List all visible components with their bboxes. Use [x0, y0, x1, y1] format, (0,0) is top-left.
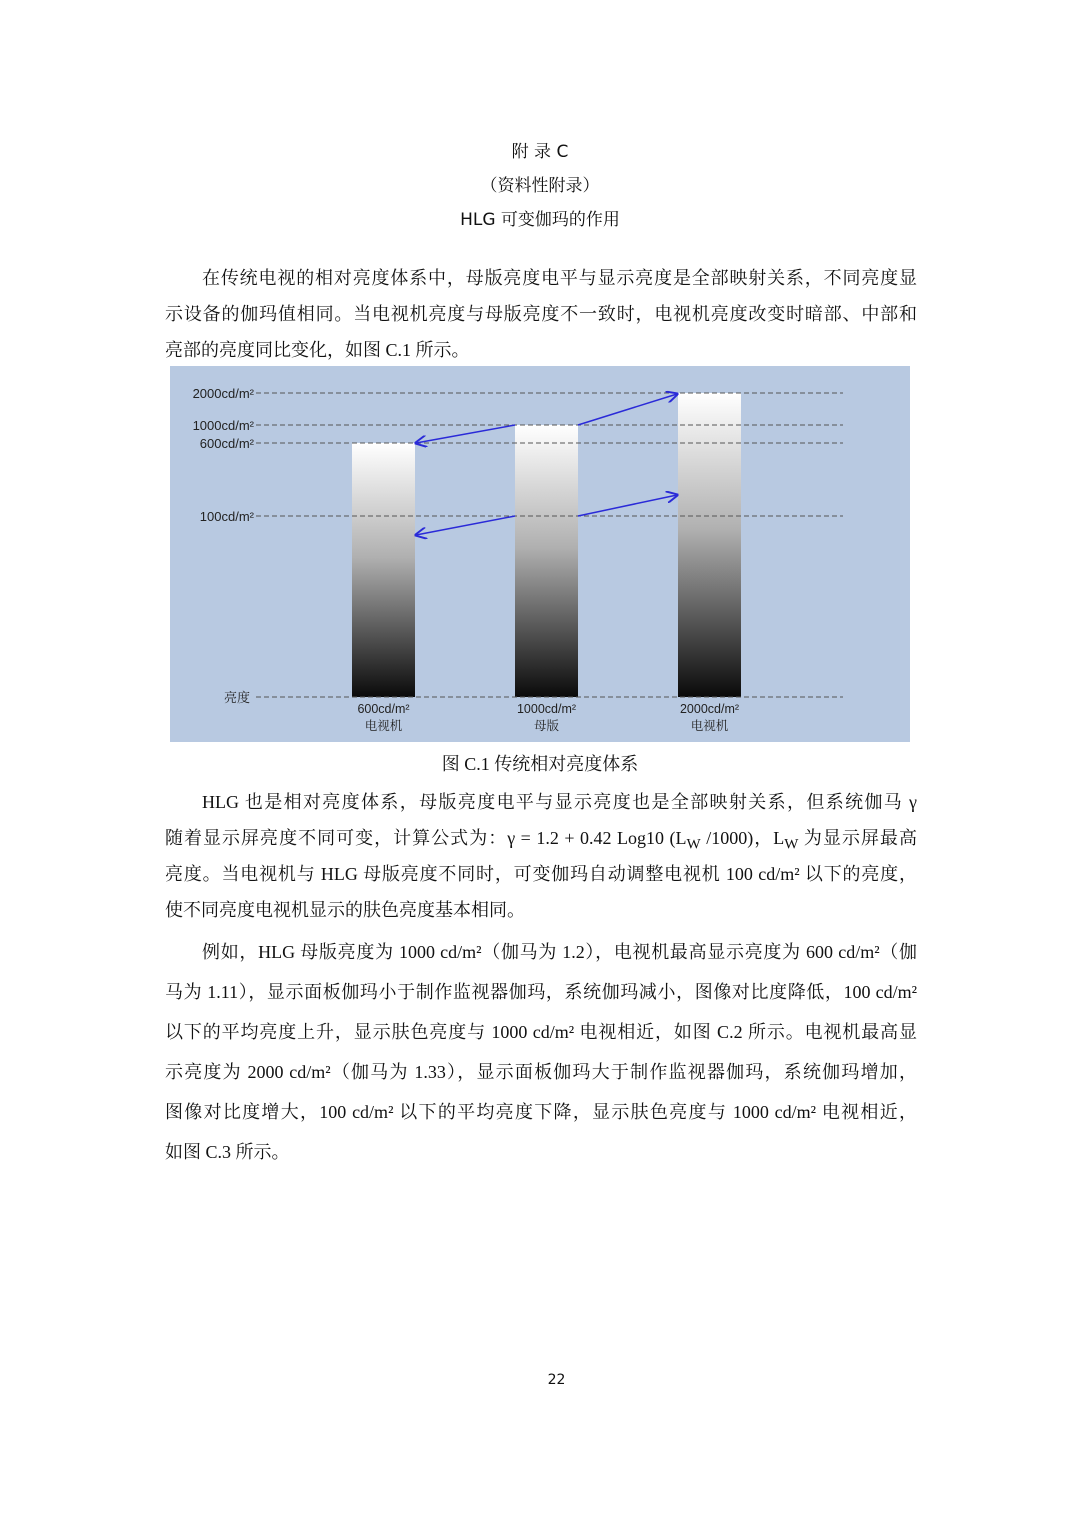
- bar-sublabel: 电视机: [690, 719, 729, 733]
- level-label: 2000cd/m²: [192, 386, 254, 401]
- bar-label: 1000cd/m²: [516, 702, 577, 716]
- brightness-chart: [170, 366, 910, 742]
- figure-c1: [170, 366, 910, 742]
- level-label: 1000cd/m²: [192, 418, 254, 433]
- appendix-type: （资料性附录）: [480, 176, 600, 196]
- text-line: [165, 820, 917, 856]
- text-line: 在传统电视的相对亮度体系中，母版亮度电平与显示亮度是全部映射关系，不同亮度显: [202, 268, 917, 288]
- bar-sublabel: 电视机: [364, 719, 403, 733]
- figure-caption: 图 C.1 传统相对亮度体系: [441, 754, 639, 774]
- level-label: 600cd/m²: [199, 436, 254, 451]
- formula-text: 为显示屏最高: [798, 828, 917, 848]
- paragraph-3: [165, 932, 917, 1172]
- appendix-title: HLG 可变伽玛的作用: [460, 210, 620, 230]
- text-line: 图像对比度增大，100 cd/m² 以下的平均亮度下降，显示肤色亮度与 1000 cd/m² 电视相近，: [165, 1102, 917, 1122]
- mapping-arrow: [416, 516, 515, 535]
- mapping-arrow: [578, 495, 677, 516]
- text-line: 如图 C.3 所示。: [165, 1142, 290, 1162]
- axis-label: 亮度: [223, 690, 250, 705]
- level-label: 100cd/m²: [199, 509, 254, 524]
- text-line: 马为 1.11），显示面板伽玛小于制作监视器伽玛，系统伽玛减小，图像对比度降低，100 cd/m²: [165, 982, 917, 1002]
- paragraph-2: [165, 784, 917, 928]
- text-line: HLG 也是相对亮度体系，母版亮度电平与显示亮度也是全部映射关系，但系统伽马 γ: [202, 792, 917, 812]
- formula-text: /1000)，L: [700, 828, 785, 848]
- mapping-arrow: [416, 425, 515, 443]
- bar: [352, 443, 415, 697]
- bar-label: 2000cd/m²: [679, 702, 740, 716]
- text-line: 例如，HLG 母版亮度为 1000 cd/m²（伽马为 1.2），电视机最高显示亮度为 600 cd/m²（伽: [202, 942, 917, 962]
- text-line: 亮度。当电视机与 HLG 母版亮度不同时，可变伽玛自动调整电视机 100 cd/m² 以下的亮度，: [165, 864, 917, 884]
- text-line: 以下的平均亮度上升，显示肤色亮度与 1000 cd/m² 电视相近，如图 C.2 所示。电视机最高显: [165, 1022, 917, 1042]
- subscript: W: [784, 836, 799, 853]
- formula-text: 随着显示屏亮度不同可变，计算公式为：γ = 1.2 + 0.42 Log10 (L: [165, 828, 687, 848]
- page-number: 22: [547, 1372, 566, 1388]
- text-line: 示设备的伽玛值相同。当电视机亮度与母版亮度不一致时，电视机亮度改变时暗部、中部和: [165, 304, 917, 324]
- subscript: W: [686, 836, 701, 853]
- text-line: 示亮度为 2000 cd/m²（伽马为 1.33），显示面板伽玛大于制作监视器伽玛，系统伽玛增加，: [165, 1062, 917, 1082]
- appendix-label: 附 录 C: [511, 142, 569, 162]
- bar: [515, 425, 578, 697]
- text-line: 使不同亮度电视机显示的肤色亮度基本相同。: [165, 900, 525, 920]
- bar-label: 600cd/m²: [357, 702, 410, 716]
- bar: [678, 393, 741, 697]
- text-line: 亮部的亮度同比变化，如图 C.1 所示。: [165, 340, 470, 360]
- paragraph-1: [165, 260, 917, 368]
- bar-sublabel: 母版: [533, 719, 560, 733]
- mapping-arrow: [578, 394, 677, 425]
